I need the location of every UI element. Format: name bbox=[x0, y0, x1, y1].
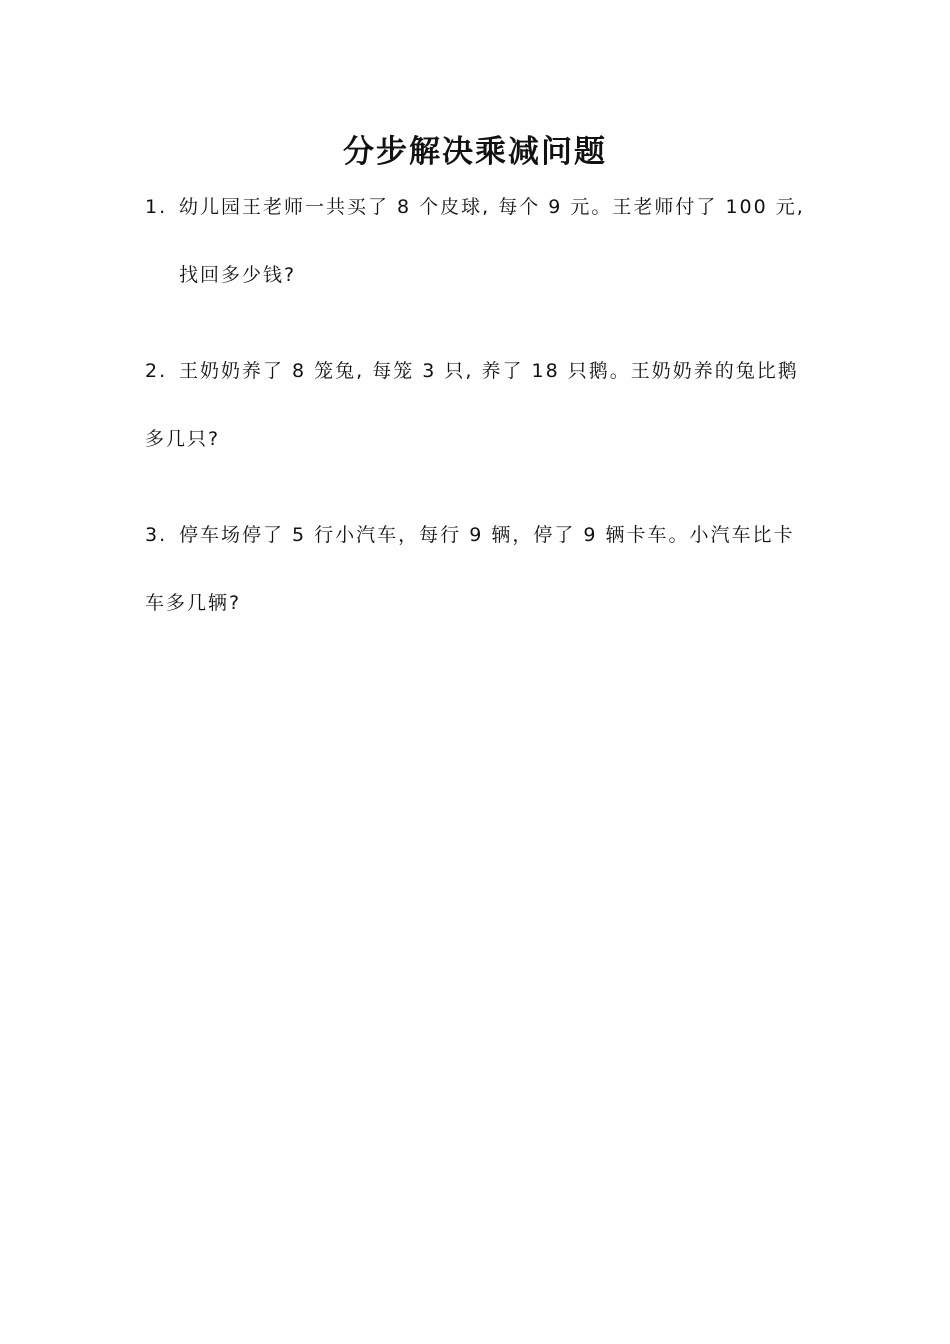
problem-line bbox=[145, 188, 825, 226]
problem-number: 3. bbox=[145, 524, 168, 546]
problem-line bbox=[145, 352, 825, 390]
problem-number: 2. bbox=[145, 360, 168, 382]
problem-2 bbox=[145, 352, 825, 458]
problem-text: 幼儿园王老师一共买了 8 个皮球, 每个 9 元。王老师付了 100 元, bbox=[179, 196, 805, 218]
problem-line bbox=[145, 516, 825, 554]
page-title: 分步解决乘减问题 bbox=[343, 134, 607, 170]
problem-text: 王奶奶养了 8 笼兔, 每笼 3 只, 养了 18 只鹅。王奶奶养的兔比鹅 bbox=[179, 360, 799, 382]
problem-text-continued: 车多几辆? bbox=[145, 592, 242, 614]
problem-3 bbox=[145, 516, 825, 622]
problem-text: 停车场停了 5 行小汽车，每行 9 辆，停了 9 辆卡车。小汽车比卡 bbox=[179, 524, 795, 546]
problem-number: 1. bbox=[145, 196, 168, 218]
problem-text-continued: 多几只? bbox=[145, 428, 221, 450]
problem-text-continued: 找回多少钱? bbox=[179, 264, 297, 286]
problem-1 bbox=[145, 188, 825, 294]
